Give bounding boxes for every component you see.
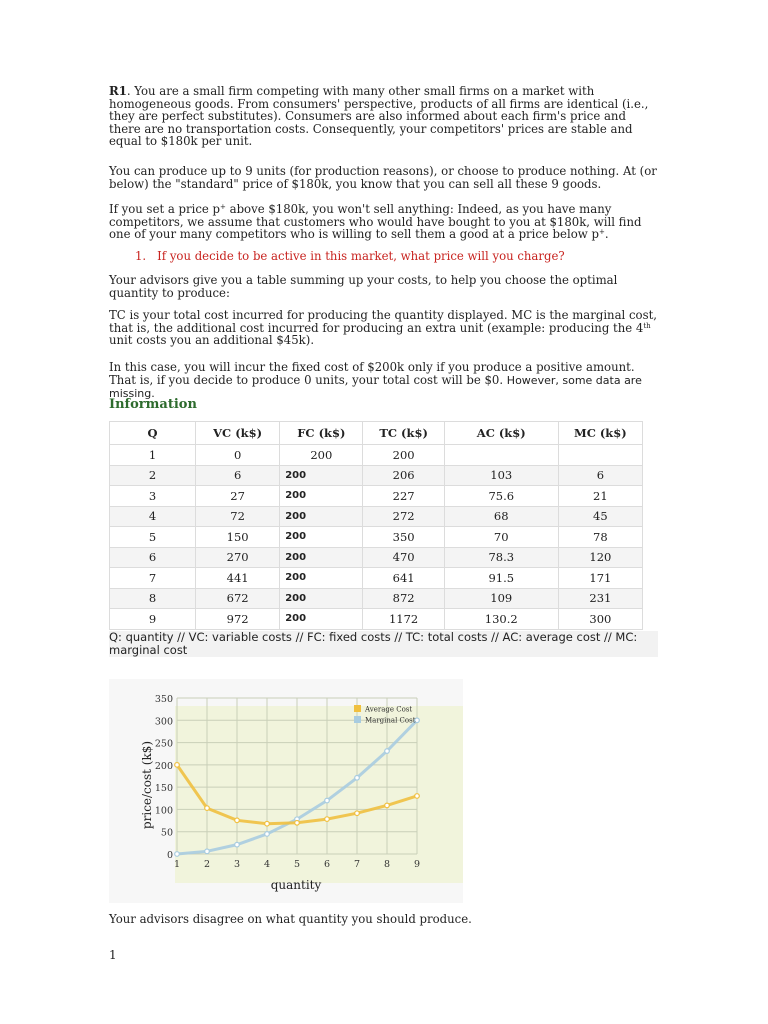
question-number: 1. [135,249,147,263]
table-cell: 68 [444,506,558,527]
table-cell: 70 [444,527,558,548]
problem-label: R1 [109,84,127,98]
data-point [385,803,390,808]
x-tick-label: 2 [203,859,211,870]
table-cell: 227 [363,486,444,507]
table-cell: 4 [110,506,196,527]
table-cell: 270 [195,547,279,568]
superscript: th [643,321,651,330]
intro-paragraph [109,85,661,148]
x-tick-label: 1 [173,859,181,870]
paragraph-price [109,203,661,241]
table-cell: 171 [558,568,642,589]
table-cell: 0 [195,445,279,466]
table-cell: 75.6 [444,486,558,507]
table-cell: 200 [363,445,444,466]
data-point [265,832,270,837]
x-tick-label: 6 [323,859,331,870]
y-tick-label: 50 [160,827,173,839]
x-axis-label: quantity [270,878,322,892]
data-point [175,852,180,857]
table-cell: 200 [280,506,363,527]
x-tick-label: 7 [353,859,361,870]
x-tick-label: 8 [383,859,391,870]
para3-text-c: . [604,227,609,242]
table-cell: 21 [558,486,642,507]
data-point [355,811,360,816]
y-tick-label: 250 [154,738,173,750]
table-row [110,568,643,589]
table-cell: 200 [280,445,363,466]
table-cell: 91.5 [444,568,558,589]
legend-swatch [354,705,361,712]
data-point [355,775,360,780]
y-tick-label: 300 [154,716,173,728]
paragraph-tc-mc [109,309,661,347]
table-cell: 2 [110,465,196,486]
table-cell: 150 [195,527,279,548]
table-row [110,547,643,568]
table-cell: 300 [558,609,642,630]
table-cell: 6 [558,465,642,486]
table-row [110,486,643,507]
table-cell: 200 [280,547,363,568]
paragraph-production: You can produce up to 9 units (for production reasons), or choose to produce nothing. At (or below) the "standard" price of $180k, you know that you can sell all these 9 goods. [109,164,657,191]
column-header: Q [110,422,196,445]
table-cell: 1172 [363,609,444,630]
table-row [110,609,643,630]
table-cell [444,445,558,466]
data-point [325,798,330,803]
table-cell: 972 [195,609,279,630]
legend-label: Average Cost [365,705,413,714]
table-cell: 200 [280,568,363,589]
paragraph-advisors: Your advisors give you a table summing up your costs, to help you choose the optimal quantity to produce: [109,273,618,300]
column-header: FC (k$) [280,422,363,445]
x-tick-label: 4 [263,859,271,870]
table-cell: 78.3 [444,547,558,568]
data-point [415,794,420,799]
table-cell: 200 [280,609,363,630]
data-point [205,849,210,854]
y-tick-label: 100 [154,805,173,817]
information-heading: Information [109,397,197,412]
x-tick-label: 9 [413,859,421,870]
table-cell: 3 [110,486,196,507]
table-cell: 231 [558,588,642,609]
para3-text-a: If you set a price p [109,202,221,216]
column-header: AC (k$) [444,422,558,445]
data-point [175,763,180,768]
legend-swatch [354,716,361,723]
table-cell: 641 [363,568,444,589]
question-1 [135,250,655,263]
x-tick-label: 3 [233,859,241,870]
y-tick-label: 200 [154,760,173,772]
table-row [110,588,643,609]
page-number: 1 [109,948,117,962]
column-header: MC (k$) [558,422,642,445]
table-row [110,506,643,527]
table-cell [558,445,642,466]
cost-table [109,421,643,630]
table-cell: 120 [558,547,642,568]
table-cell: 200 [280,486,363,507]
table-legend-note: Q: quantity // VC: variable costs // FC: fixed costs // TC: total costs // AC: average cost // MC: marginal cost [109,631,658,657]
y-tick-label: 0 [166,850,173,861]
data-point [385,749,390,754]
y-axis-label: price/cost (k$) [140,740,154,830]
para5-text-b: unit costs you an additional $45k). [109,333,315,348]
data-point [235,818,240,823]
data-point [205,806,210,811]
table-cell: 200 [280,527,363,548]
table-cell: 441 [195,568,279,589]
table-cell: 103 [444,465,558,486]
x-tick-label: 5 [293,859,301,870]
table-row [110,465,643,486]
superscript: + [220,203,226,211]
bottom-paragraph: Your advisors disagree on what quantity you should produce. [109,912,472,926]
table-row [110,445,643,466]
data-point [325,817,330,822]
table-cell: 6 [110,547,196,568]
data-point [265,821,270,826]
table-cell: 470 [363,547,444,568]
legend-label: Marginal Cost [365,716,416,725]
table-cell: 27 [195,486,279,507]
table-cell: 1 [110,445,196,466]
y-tick-label: 350 [154,694,173,705]
paragraph-fixed-cost [109,361,661,401]
plot-area [175,706,463,883]
data-point [235,842,240,847]
table-cell: 8 [110,588,196,609]
table-cell: 200 [280,588,363,609]
column-header: VC (k$) [195,422,279,445]
table-header-row [110,422,643,445]
table-row [110,527,643,548]
cost-chart [109,679,463,903]
table-cell: 72 [195,506,279,527]
question-text: If you decide to be active in this market, what price will you charge? [157,249,565,263]
table-cell: 672 [195,588,279,609]
superscript: + [598,228,605,237]
table-cell: 45 [558,506,642,527]
table-body [110,445,643,630]
table-cell: 872 [363,588,444,609]
table-cell: 200 [280,465,363,486]
para5-text-a: TC is your total cost incurred for producing the quantity displayed. MC is the marginal cost, that is, the additional cost incurred for producing an extra unit (example: producing the 4 [109,308,657,335]
table-cell: 78 [558,527,642,548]
y-tick-label: 150 [154,783,173,795]
table-cell: 130.2 [444,609,558,630]
para6-text-a: In this case, you will incur the fixed cost of $200k only if you produce a positive amount. That is, if you decide to produce 0 units, your total cost will be $0. [109,360,635,387]
table-cell: 206 [363,465,444,486]
table-cell: 7 [110,568,196,589]
intro-text: . You are a small firm competing with many other small firms on a market with homogeneous goods. From consumers' perspective, products of all firms are identical (i.e., they are perfect substitutes). Consumers are also informed about each firm's price and there are no transportation costs. Consequently, your competitors' prices are stable and equal to $180k per unit. [109,84,649,149]
data-point [295,821,300,826]
para3-text-b: above $180k, you won't sell anything: Indeed, as you have many competitors, we assume that customers who would have bought to you at $180k, will find one of your many competitors who is willing to sell them a good at a price below p [109,202,642,242]
table-cell: 5 [110,527,196,548]
table-cell: 109 [444,588,558,609]
para6-text-b: However, some data are missing. [109,373,642,401]
table-cell: 350 [363,527,444,548]
table-cell: 9 [110,609,196,630]
table-cell: 6 [195,465,279,486]
column-header: TC (k$) [363,422,444,445]
table-cell: 272 [363,506,444,527]
